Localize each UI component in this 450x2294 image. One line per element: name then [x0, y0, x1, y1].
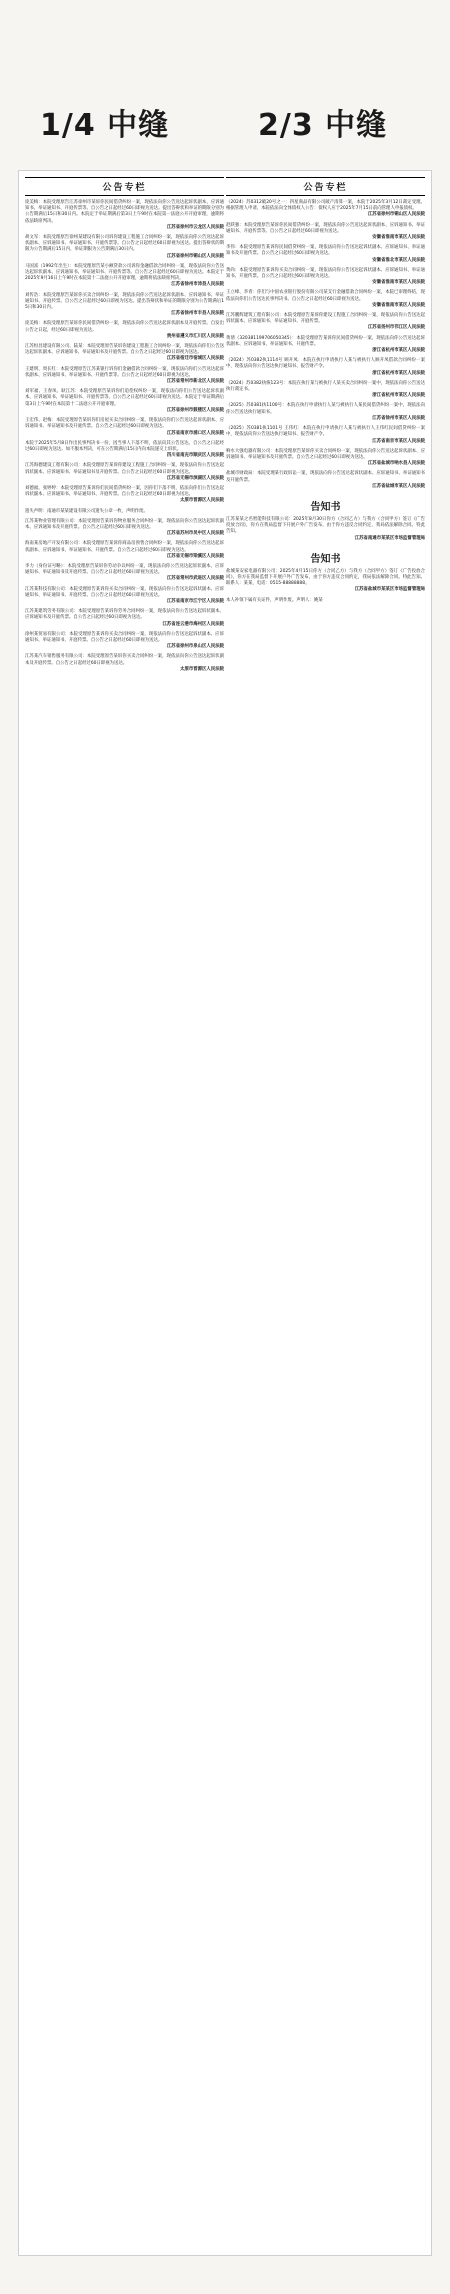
notice-text: 黄尚：本院受理原告某诉你买卖合同纠纷一案，现依法向你公告送达起诉状副本、应诉通知书、举证通知书、开庭传票。自公告之日起经过60日即视为送达。	[226, 267, 425, 280]
right-column	[226, 177, 425, 2249]
notice-sign: 江苏省南京市某区人民法院	[372, 438, 425, 444]
notice-text: 江苏海德建设工程有限公司：本院受理原告某诉你建设工程施工合同纠纷一案，现依法向你公告送达起诉状副本、应诉通知书、举证通知书及开庭传票。自公告之日起经过60日即视为送达。	[25, 463, 224, 475]
notice-text: 刘传浩：本院受理原告某诉你买卖合同纠纷一案，现依法向你公告送达起诉状副本、应诉通知书、举证通知书、开庭传票。自公告之日起经过60日即视为送达。提出答辩状和举证的期限分别为公告期满后15日和30日内。	[25, 292, 224, 311]
notice-sign: 安徽省淮南市某区人民法院	[372, 280, 425, 286]
left-notice-list	[25, 200, 224, 673]
notice-sign: 江苏省无锡市梁溪区人民法院	[166, 553, 224, 559]
notice-text: 李伟：本院受理原告某诉你民间借贷纠纷一案，现依法向你公告送达起诉状副本、应诉通知书、举证通知书及开庭传票。自公告之日起经过60日即视为送达。	[226, 245, 425, 257]
notice-item	[25, 389, 224, 414]
long-notice-2-sign: 江苏省盐城市某某区市场监督管理局	[354, 587, 425, 593]
notice-text: 赵跃强：本院受理原告某诉你民间借贷纠纷一案，现依法向你公告送达起诉状副本、应诉通知书、举证通知书、开庭传票等。自公告之日起经过60日即视为送达。	[226, 222, 425, 234]
right-notice-list	[226, 200, 425, 490]
notice-text: 响水大强电器有限公司：本院受理原告某诉你买卖合同纠纷一案，现依法向你公告送达起诉状副本、应诉通知书、举证通知书及开庭传票。自公告之日起经过60日即视为送达。	[226, 448, 425, 460]
notice-item	[226, 245, 425, 264]
notice-text: 徐州某贸易有限公司：本院受理原告某诉你买卖合同纠纷一案，现依法向你公告送达起诉状副本、应诉通知书、举证通知书、开庭传票。自公告之日起经过60日即视为送达。	[25, 631, 224, 643]
notice-sign: 江苏省连云港市海州区人民法院	[162, 621, 224, 627]
notice-item	[226, 313, 425, 332]
left-column	[25, 177, 224, 2249]
notice-text: 李力（身份证号略）：本院受理原告某诉你劳动争议纠纷一案，现依法向你公告送达起诉状副本、应诉通知书、举证通知书及开庭传票。自公告之日起经过60日即视为送达。	[25, 563, 224, 576]
long-notice-2-text: 盐城某安家电器有限公司：2025年4月15日你方（合同乙方）与我方（合同甲方）签订《广告投放合同》，你方在我局监督下开展户外广告发布，由于你方违反合同约定，我局依法解除合同。特此告知。联系人：某某，电话：0515-88888888。	[226, 568, 425, 587]
notice-sign: 贵州省遵义市汇川区人民法院	[166, 333, 224, 339]
notice-item	[25, 519, 224, 538]
notice-sign: 江苏省宿迁市宿城区人民法院	[166, 356, 224, 362]
notice-sign: 江苏省苏州市吴中区人民法院	[166, 531, 224, 537]
notice-item	[226, 381, 425, 400]
notice-item	[226, 336, 425, 355]
notice-text: （2024）苏0382执恢123号：本院在执行某与被执行人某买卖合同纠纷一案中，现依法向你公告送达执行裁定书。	[226, 380, 425, 393]
notice-sign: 太原市晋源区人民法院	[180, 498, 224, 504]
notice-sign: 江苏省徐州市某区人民法院	[372, 415, 425, 421]
notice-sign: 江苏省盐城市某区人民法院	[372, 483, 425, 489]
long-notice-1	[226, 517, 425, 542]
notice-text: 胡文军：本院受理原告徐州某建设有限公司诉你建设工程施工合同纠纷一案，现依法向你公告送达起诉状副本、应诉通知书、举证通知书、开庭传票等。自公告之日起经过60日即视为送达。提出答辩状的期限为公告期满后15日内，举证期限为公告期满后30日内。	[25, 235, 224, 253]
notice-text: 本院于2025年5月8日作出民事判决书一份，因当事人下落不明，依法向其公告送达。自公告之日起经过60日即视为送达。如不服本判决，可在公告期满后15日内向本院递交上诉状。	[25, 440, 224, 452]
notice-text: 黄倩（320381199706050345）：本院受理原告某诉你民间借贷纠纷一案，现依法向你公告送达起诉状副本、应诉通知书、举证通知书、开庭传票。	[226, 335, 425, 347]
notice-sign: 江苏省徐州市沛县人民法院	[171, 282, 224, 288]
notice-text: 马国富（1992年出生）：本院受理原告某小额贷款公司诉你金融借款合同纠纷一案，现依法向你公告送达起诉状副本、应诉通知书、举证通知书、开庭传票等。自公告之日起经过60日即视为送达。本院定于2025年9月16日上午9时在本院第十二法庭公开开庭审理，逾期将依法缺席判决。	[25, 263, 224, 282]
notice-text: 王宏伟、赵梅：本院受理原告某诉你们房屋买卖合同纠纷一案，现依法向你们公告送达起诉状副本、应诉通知书、举证通知书及开庭传票。自公告之日起经过60日即视为送达。	[25, 418, 224, 430]
notice-item	[25, 235, 224, 260]
notice-item	[226, 200, 425, 219]
notice-text: 海南某房地产开发有限公司：本院受理原告某诉你商品房预售合同纠纷一案，现依法向你公告送达起诉状副本、应诉通知书、举证通知书、开庭传票。自公告之日起经过60日即视为送达。	[25, 541, 224, 553]
notice-item	[25, 509, 224, 515]
notice-item	[25, 321, 224, 340]
notice-sign: 江苏省常州市武进区人民法院	[166, 576, 224, 582]
notice-sign: 江苏省常州市新北区人民法院	[166, 379, 224, 385]
notice-sign: 江苏省无锡市滨湖区人民法院	[166, 475, 224, 481]
notice-item	[226, 403, 425, 422]
notice-text: 江苏某科技有限公司：本院受理原告某诉你买卖合同纠纷一案，现依法向你公告送达起诉状副本、应诉通知书、举证通知书、开庭传票。自公告之日起经过60日即视为送达。	[25, 586, 224, 598]
notice-item	[25, 609, 224, 628]
notice-sign: 江苏省南京市江宁区人民法院	[166, 598, 224, 604]
notice-item	[25, 367, 224, 386]
notice-text: 刘军福、王春凤、耿江苏：本院受理原告某诉你们追偿权纠纷一案，现依法向你们公告送达起诉状副本、应诉通知书、举证通知书、开庭传票等。自公告之日起经过60日即视为送达。本院定于举证期满后第3日上午9时在本院第十二法庭公开开庭审理。	[25, 389, 224, 407]
notice-sign: 江苏省徐州市云龙区人民法院	[166, 224, 224, 230]
notice-item	[25, 654, 224, 673]
notice-item	[226, 223, 425, 242]
notice-text: 江苏恒昌建设有限公司、陆某：本院受理原告某诉你建设工程施工合同纠纷一案，现依法向你们公告送达起诉状副本、应诉通知书、举证通知书及开庭传票。自公告之日起经过60日即视为送达。	[25, 344, 224, 356]
notice-item	[25, 200, 224, 231]
notice-text: 江苏鹏辉建筑工程有限公司：本院受理原告某诉你建设工程施工合同纠纷一案，现依法向你公告送达起诉状副本、应诉通知书、举证通知书、开庭传票。	[226, 313, 425, 325]
long-notice-1-sign: 江苏省南通市某某区市场监督管理局	[354, 535, 425, 541]
notice-sign: 江苏省扬州市邗江区人民法院	[367, 325, 425, 331]
notice-text: 王建明、周长红：本院受理原告江苏某银行诉你们金融借款合同纠纷一案，现依法向你们公告送达起诉状副本、应诉通知书、举证通知书、开庭传票等。自公告之日起经过60日即视为送达。	[25, 366, 224, 378]
notice-text: （2025）苏0381执1101号 王伟红：本院在执行申请执行人某与被执行人王伟红民间借贷纠纷一案中，现依法向你公告送达执行通知书、报告财产令。	[226, 426, 425, 438]
notice-sign: 江苏省盐城市响水县人民法院	[367, 461, 425, 467]
notice-item	[25, 344, 224, 363]
notice-text: 刘德福、张婷婷：本院受理原告某诉你们民间借贷纠纷一案，因你们下落不明，依法向你们公告送达起诉状副本、应诉通知书、举证通知书、开庭传票。自公告之日起经过60日即视为送达。	[25, 485, 224, 498]
notice-text: （2025）苏0381执1100号：本院在执行申请执行人某与被执行人某民间借贷纠纷一案中，现依法向你公告送达执行通知书。	[226, 403, 425, 415]
notice-item	[226, 268, 425, 287]
notice-item	[25, 418, 224, 437]
notice-item	[25, 541, 224, 560]
left-fold-label: 1/4 中缝	[40, 108, 170, 143]
notice-item	[25, 587, 224, 606]
notice-sign: 江苏省徐州市泉山区人民法院	[166, 644, 224, 650]
notice-item	[25, 441, 224, 460]
notice-item	[25, 486, 224, 505]
notice-text: 庞美梅：本院受理原告江苏徐州市某诉你民间借贷纠纷一案，现依法向你公告送达起诉状副本、应诉通知书、举证通知书、开庭传票等。自公告之日起经过60日即视为送达。提出答辩状和举证的期限分别为公告期满后15日和30日内。本院定于举证期满后第3日上午9时在本院第一法庭公开开庭审理，逾期将依法缺席判决。	[25, 200, 224, 224]
notice-text: 遗失声明：南通市某某建设有限公司遗失公章一枚，声明作废。	[25, 508, 148, 514]
notice-item	[226, 449, 425, 468]
notice-item	[25, 293, 224, 318]
notice-item	[226, 471, 425, 490]
notice-text: 江苏某建筑劳务有限公司：本院受理原告某诉你劳务合同纠纷一案，现依法向你公告送达起诉状副本、应诉通知书及开庭传票。自公告之日起经过60日即视为送达。	[25, 609, 224, 621]
notice-sign: 江苏省徐州市鼓楼区人民法院	[166, 407, 224, 413]
right-column-title: 公告专栏	[226, 177, 425, 196]
notice-sign: 江苏省徐州市丰县人民法院	[171, 311, 224, 317]
notice-sign: 江苏省徐州市铜山区人民法院	[166, 253, 224, 259]
notice-sign: 安徽省淮南市某区人民法院	[372, 302, 425, 308]
notice-text: （2024）苏0312破20号之一：四星商品有限公司破产清算一案，本院于2025年3月12日裁定受理。根据管理人申请，本院依法向全体债权人公告：债权人应于2025年7月15日前向管理人申报债权。	[226, 200, 425, 212]
page-header	[0, 0, 450, 170]
notice-item	[25, 564, 224, 583]
notice-item	[226, 358, 425, 377]
notice-sign: 江苏省南京市浦口区人民法院	[166, 430, 224, 436]
notice-heading-2: 告知书	[310, 553, 341, 565]
right-fold-label: 2/3 中缝	[258, 108, 388, 143]
notice-text: （2024）苏0382执1114号 顾开凤：本院在执行申请执行人某与被执行人顾开凤借款合同纠纷一案中，现依法向你公告送达执行通知书、报告财产令。	[226, 358, 425, 370]
notice-item	[25, 264, 224, 289]
notice-text: 庞美梅：本院受理原告某诉你民间借贷纠纷一案，现依法向你公告送达起诉状副本及开庭传票。自发出公告之日起，经过60日即视为送达。	[25, 321, 224, 333]
notice-text: 江苏某汽车销售服务有限公司：本院受理原告某诉你买卖合同纠纷一案，现依法向你公告送达起诉状副本及开庭传票。自公告之日起经过60日即视为送达。	[25, 654, 224, 666]
notice-sign: 浙江省杭州市某区人民法院	[372, 393, 425, 399]
long-notice-2	[226, 569, 425, 594]
notice-sign: 太原市晋源区人民法院	[180, 666, 224, 672]
notice-sign: 浙江省杭州市某区人民法院	[372, 348, 425, 354]
long-notice-1-text: 江苏某某之名智能科技有限公司：2025年8月30日你方（合同乙方）与我方（合同甲方）签订《广告投放合同》，你方在我局监督下开展户外广告发布，由于你方违反合同约定，我局依法解除合同。特此告知。	[226, 516, 425, 535]
notice-text: 王立峰、李青：你们与中国农业银行股份有限公司某支行金融借款合同纠纷一案，本院已审理终结，现依法向你们公告送达民事判决书。自公告之日起经过60日即视为送达。	[226, 290, 425, 302]
tail-notice: 本人补领下属有关证件，声明作废。声明人：姚某	[226, 597, 323, 603]
notice-item	[226, 290, 425, 309]
notice-sign: 浙江省杭州市某区人民法院	[372, 370, 425, 376]
notice-sign: 安徽省淮南市某区人民法院	[372, 235, 425, 241]
notice-sign: 江苏省徐州市铜山区人民法院	[367, 212, 425, 218]
notice-item	[25, 463, 224, 482]
notice-sign: 四川省南充市顺庆区人民法院	[166, 453, 224, 459]
notice-text: 江苏某物业管理有限公司：本院受理原告某诉你物业服务合同纠纷一案，现依法向你公告送达起诉状副本、应诉通知书及开庭传票。自公告之日起经过60日即视为送达。	[25, 518, 224, 530]
notice-sign: 安徽省淮北市某区人民法院	[372, 257, 425, 263]
notice-heading-1: 告知书	[310, 501, 341, 513]
notice-item	[226, 426, 425, 445]
notice-sheet	[18, 170, 432, 2256]
notice-text: 盐城市财政局：本院受理某行政诉讼一案，现依法向你公告送达起诉状副本、应诉通知书、举证通知书及开庭传票。	[226, 471, 425, 483]
notice-item	[25, 632, 224, 651]
left-column-title: 公告专栏	[25, 177, 224, 196]
